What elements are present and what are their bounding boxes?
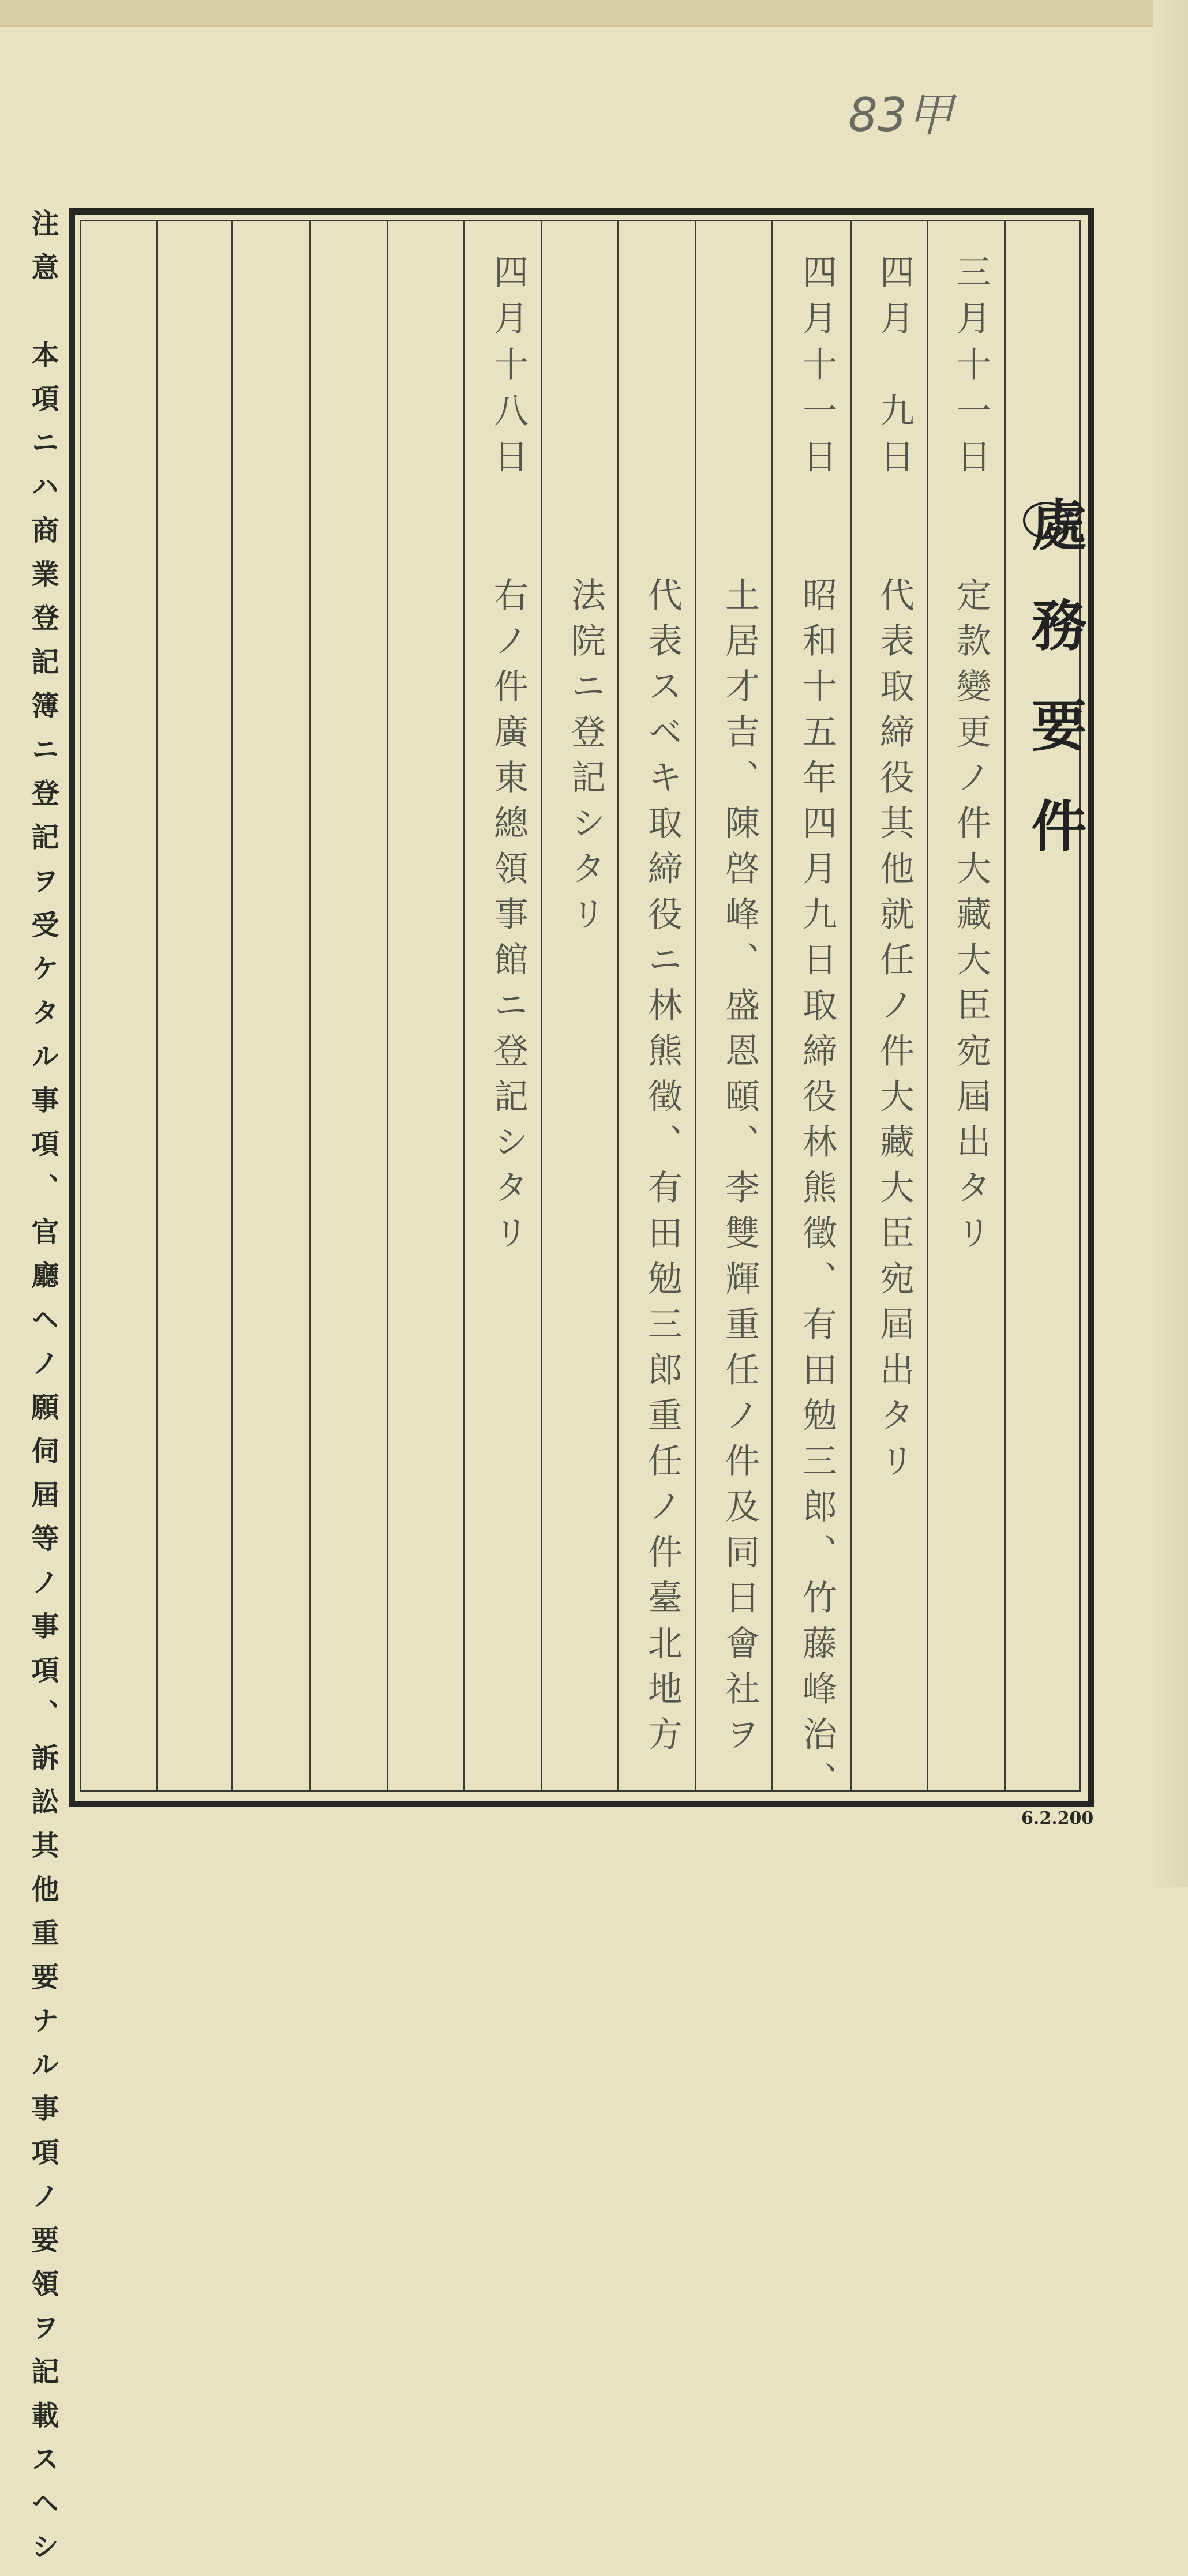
entry-text: 代表取締役其他就任ノ件大藏大臣宛屆出タリ xyxy=(874,577,915,1488)
form-inner-border xyxy=(80,220,1081,1792)
column-rule xyxy=(463,220,465,1792)
column-rule xyxy=(156,220,158,1792)
column-rule xyxy=(231,220,233,1792)
entry-date: 四月十八日 xyxy=(488,254,529,485)
column-rule xyxy=(771,220,773,1792)
entry-text: 土居才吉、陳啓峰、盛恩頤、李雙輝重任ノ件及同日會社ヲ xyxy=(719,577,760,1762)
entry-text: 右ノ件廣東總領事館ニ登記シタリ xyxy=(488,577,529,1260)
entry-text: 代表スベキ取締役ニ林熊徵、有田勉三郎重任ノ件臺北地方 xyxy=(642,577,683,1762)
column-rule xyxy=(850,220,852,1792)
form-number: 6.2.200 xyxy=(1021,1808,1094,1828)
entry-date: 四月十一日 xyxy=(797,254,837,485)
entry-date: 三月十一日 xyxy=(951,254,991,485)
entry-text: 法院ニ登記シタリ xyxy=(565,577,606,941)
column-rule xyxy=(617,220,619,1792)
column-rule xyxy=(927,220,928,1792)
entry-text: 昭和十五年四月九日取締役林熊徵、有田勉三郎、竹藤峰治、 xyxy=(797,577,837,1807)
column-rule xyxy=(695,220,696,1792)
page-title: 處務要件 xyxy=(1022,496,1088,898)
column-rule xyxy=(387,220,388,1792)
instruction-note: 注意 本項ニハ商業登記簿ニ登記ヲ受ケタル事項、官廳ヘノ願伺屆等ノ事項、訴訟其他重要ナル事項ノ要領ヲ記載スヘシ xyxy=(27,209,59,2576)
column-rule xyxy=(541,220,542,1792)
paper-right-edge xyxy=(1153,0,1188,1887)
column-rule xyxy=(1004,220,1006,1792)
column-rule xyxy=(309,220,311,1792)
handwritten-mark: 83甲 xyxy=(848,88,953,142)
entry-text: 定款變更ノ件大藏大臣宛屆出タリ xyxy=(951,577,991,1260)
paper-top-edge xyxy=(0,0,1188,27)
entry-date: 四月 九日 xyxy=(874,254,915,485)
